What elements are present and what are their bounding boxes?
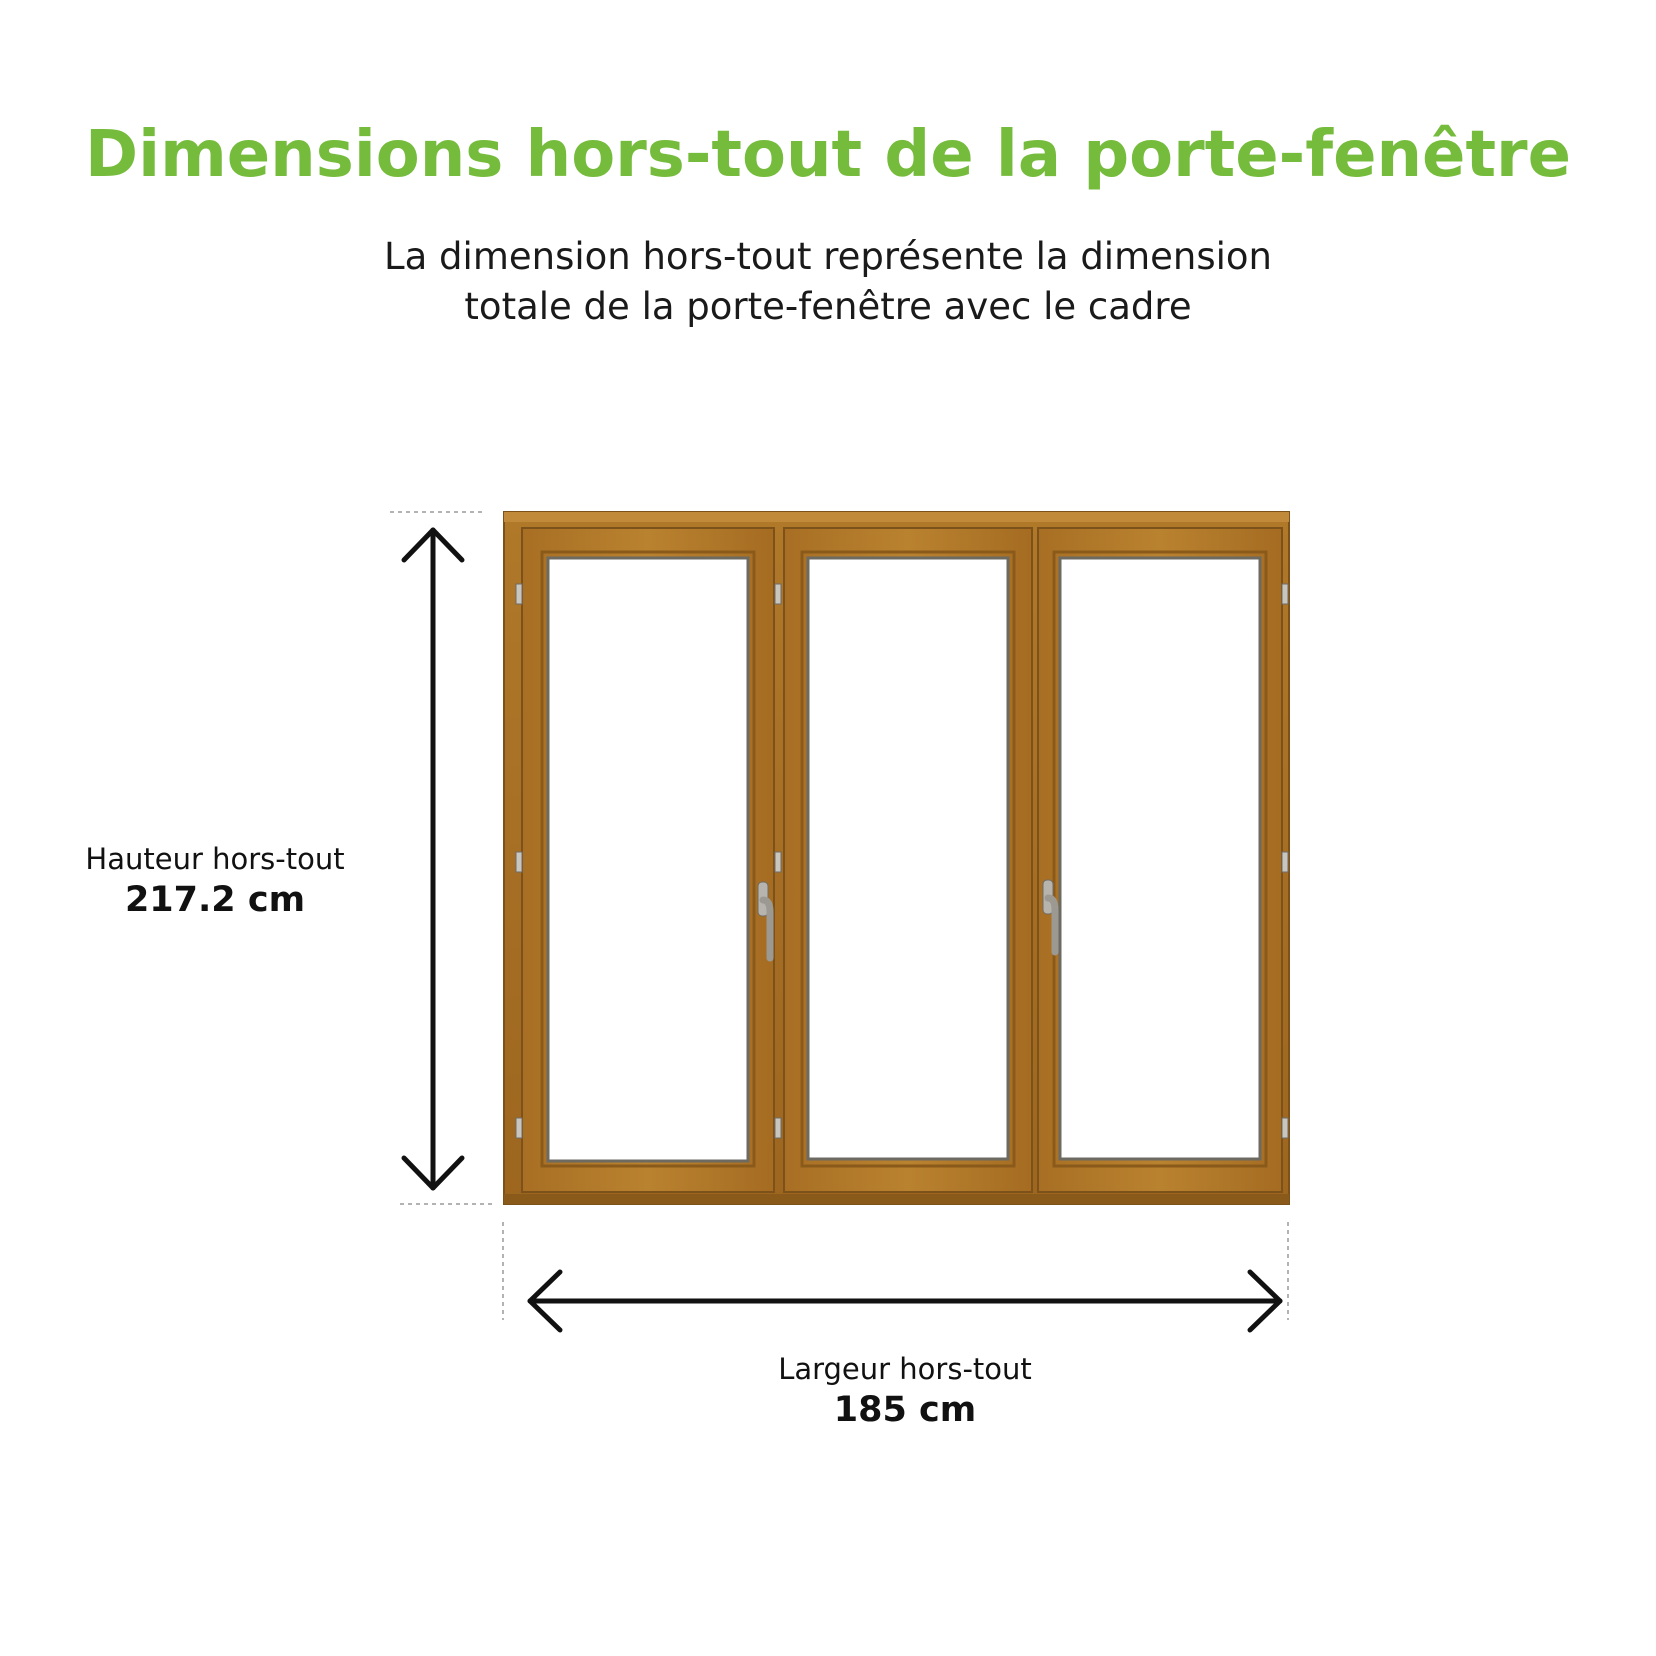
height-dimension-label (60, 840, 370, 922)
glass-pane-right (1060, 558, 1260, 1159)
width-value: 185 cm (833, 1390, 977, 1430)
height-arrow (404, 530, 462, 1188)
window-panel-center (784, 528, 1032, 1192)
glass-pane-center (808, 558, 1008, 1159)
height-label-text: Hauteur hors-tout (85, 842, 345, 876)
width-label-text: Largeur hors-tout (778, 1352, 1032, 1386)
window-panel-left (522, 528, 774, 1192)
width-dimension-label (735, 1350, 1075, 1432)
page-title: Dimensions hors-tout de la porte-fenêtre (85, 118, 1571, 192)
width-arrow (530, 1272, 1280, 1330)
subtitle-line-2: totale de la porte-fenêtre avec le cadre (464, 285, 1192, 328)
glass-pane-left (548, 558, 748, 1161)
window-panel-right (1038, 528, 1282, 1192)
subtitle-line-1: La dimension hors-tout représente la dimension (384, 235, 1272, 278)
height-value: 217.2 cm (124, 880, 306, 920)
